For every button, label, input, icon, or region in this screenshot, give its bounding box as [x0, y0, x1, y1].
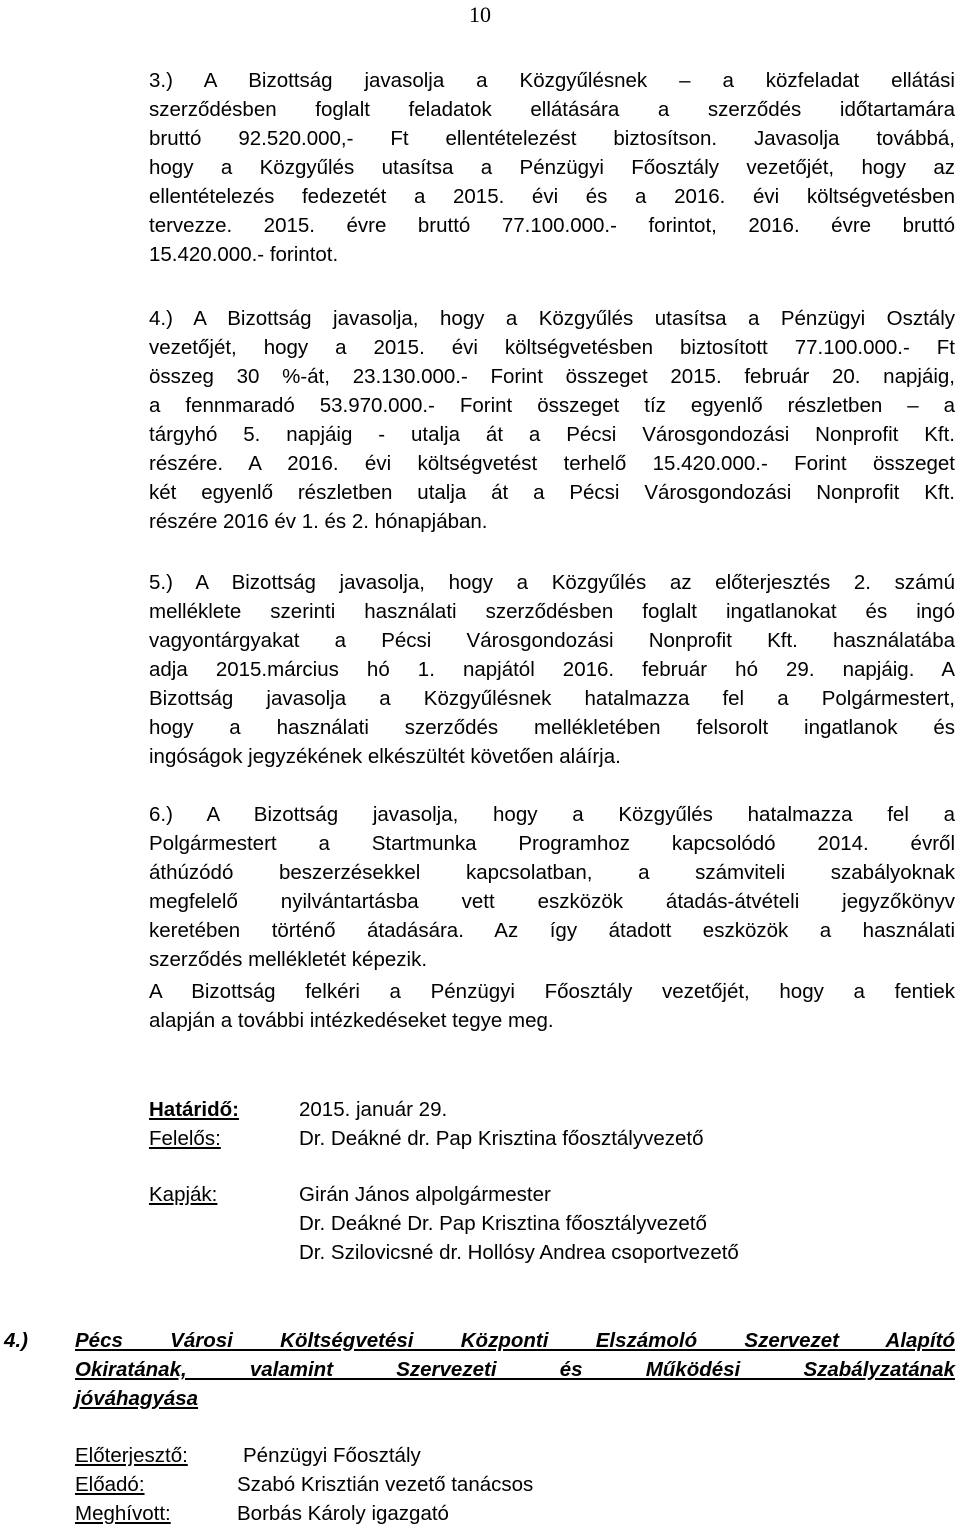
invited-value: Borbás Károly igazgató — [237, 1502, 449, 1525]
text-line: szerződés mellékletét képezik. — [149, 948, 428, 971]
text-line: 3.) A Bizottság javasolja a Közgyűlésnek – a közfeladat ellátási — [149, 69, 955, 92]
speaker-value: Szabó Krisztián vezető tanácsos — [237, 1473, 534, 1496]
section-4-heading — [4, 1326, 955, 1413]
invited-label: Meghívott: — [75, 1502, 171, 1525]
text-line: bruttó 92.520.000,- Ft ellentételezést biztosítson. Javasolja továbbá, — [149, 127, 955, 150]
section-number: 4.) — [4, 1329, 28, 1352]
text-line: A Bizottság felkéri a Pénzügyi Főosztály vezetőjét, hogy a fentiek — [149, 980, 955, 1003]
recipients-label: Kapják: — [149, 1183, 218, 1206]
text-line: 6.) A Bizottság javasolja, hogy a Közgyűlés hatalmazza fel a — [149, 803, 955, 826]
text-line: ingóságok jegyzékének elkészültét követően aláírja. — [149, 745, 621, 768]
text-line: tárgyhó 5. napjáig - utalja át a Pécsi Városgondozási Nonprofit Kft. — [149, 423, 955, 446]
section-title-line: Okiratának, valamint Szervezeti és Működési Szabályzatának — [75, 1358, 955, 1381]
text-line: adja 2015.március hó 1. napjától 2016. február hó 29. napjáig. A — [149, 658, 955, 681]
text-line: alapján a további intézkedéseket tegye meg. — [149, 1009, 554, 1032]
text-line: Polgármestert a Startmunka Programhoz kapcsolódó 2014. évről — [149, 832, 955, 855]
text-line: 5.) A Bizottság javasolja, hogy a Közgyűlés az előterjesztés 2. számú — [149, 571, 955, 594]
paragraph-request — [149, 977, 955, 1035]
paragraph-4 — [149, 304, 955, 536]
text-line: vezetőjét, hogy a 2015. évi költségvetésben biztosított 77.100.000.- Ft — [149, 336, 955, 359]
text-line: 4.) A Bizottság javasolja, hogy a Közgyűlés utasítsa a Pénzügyi Osztály — [149, 307, 955, 330]
text-line: részére. A 2016. évi költségvetést terhelő 15.420.000.- Forint összeget — [149, 452, 955, 475]
recipient-item: Girán János alpolgármester — [299, 1183, 551, 1206]
text-line: két egyenlő részletben utalja át a Pécsi Városgondozási Nonprofit Kft. — [149, 481, 955, 504]
responsible-label: Felelős: — [149, 1127, 221, 1150]
text-line: szerződésben foglalt feladatok ellátására a szerződés időtartamára — [149, 98, 955, 121]
text-line: áthúzódó beszerzésekkel kapcsolatban, a számviteli szabályoknak — [149, 861, 955, 884]
presenter-value: Pénzügyi Főosztály — [243, 1444, 421, 1467]
text-line: hogy a Közgyűlés utasítsa a Pénzügyi Főosztály vezetőjét, hogy az — [149, 156, 955, 179]
text-line: ellentételezés fedezetét a 2015. évi és a 2016. évi költségvetésben — [149, 185, 955, 208]
page-number: 10 — [469, 2, 491, 27]
paragraph-3 — [149, 66, 955, 269]
text-line: összeg 30 %-át, 23.130.000.- Forint összeget 2015. február 20. napjáig, — [149, 365, 955, 388]
responsible-value: Dr. Deákné dr. Pap Krisztina főosztályvezető — [299, 1127, 704, 1150]
text-line: melléklete szerinti használati szerződésben foglalt ingatlanokat és ingó — [149, 600, 955, 623]
text-line: keretében történő átadására. Az így átadott eszközök a használati — [149, 919, 955, 942]
text-line: részére 2016 év 1. és 2. hónapjában. — [149, 510, 488, 533]
presenter-label: Előterjesztő: — [75, 1444, 188, 1467]
paragraph-5 — [149, 568, 955, 771]
text-line: Bizottság javasolja a Közgyűlésnek hatalmazza fel a Polgármestert, — [149, 687, 955, 710]
text-line: megfelelő nyilvántartásba vett eszközök átadás-átvételi jegyzőkönyv — [149, 890, 955, 913]
speaker-label: Előadó: — [75, 1473, 145, 1496]
text-line: tervezze. 2015. évre bruttó 77.100.000.- forintot, 2016. évre bruttó — [149, 214, 955, 237]
text-line: 15.420.000.- forintot. — [149, 243, 339, 266]
recipient-item: Dr. Szilovicsné dr. Hollósy Andrea csoportvezető — [299, 1241, 739, 1264]
text-line: hogy a használati szerződés mellékletében felsorolt ingatlanok és — [149, 716, 955, 739]
text-line: a fennmaradó 53.970.000.- Forint összeget tíz egyenlő részletben – a — [149, 394, 955, 417]
paragraph-6 — [149, 800, 955, 974]
section-title-line: Pécs Városi Költségvetési Központi Elszámoló Szervezet Alapító — [75, 1329, 955, 1352]
section-title-line: jóváhagyása — [75, 1387, 199, 1410]
deadline-value: 2015. január 29. — [299, 1098, 448, 1121]
recipient-item: Dr. Deákné Dr. Pap Krisztina főosztályvezető — [299, 1212, 707, 1235]
deadline-label: Határidő: — [149, 1098, 239, 1121]
text-line: vagyontárgyakat a Pécsi Városgondozási Nonprofit Kft. használatába — [149, 629, 955, 652]
